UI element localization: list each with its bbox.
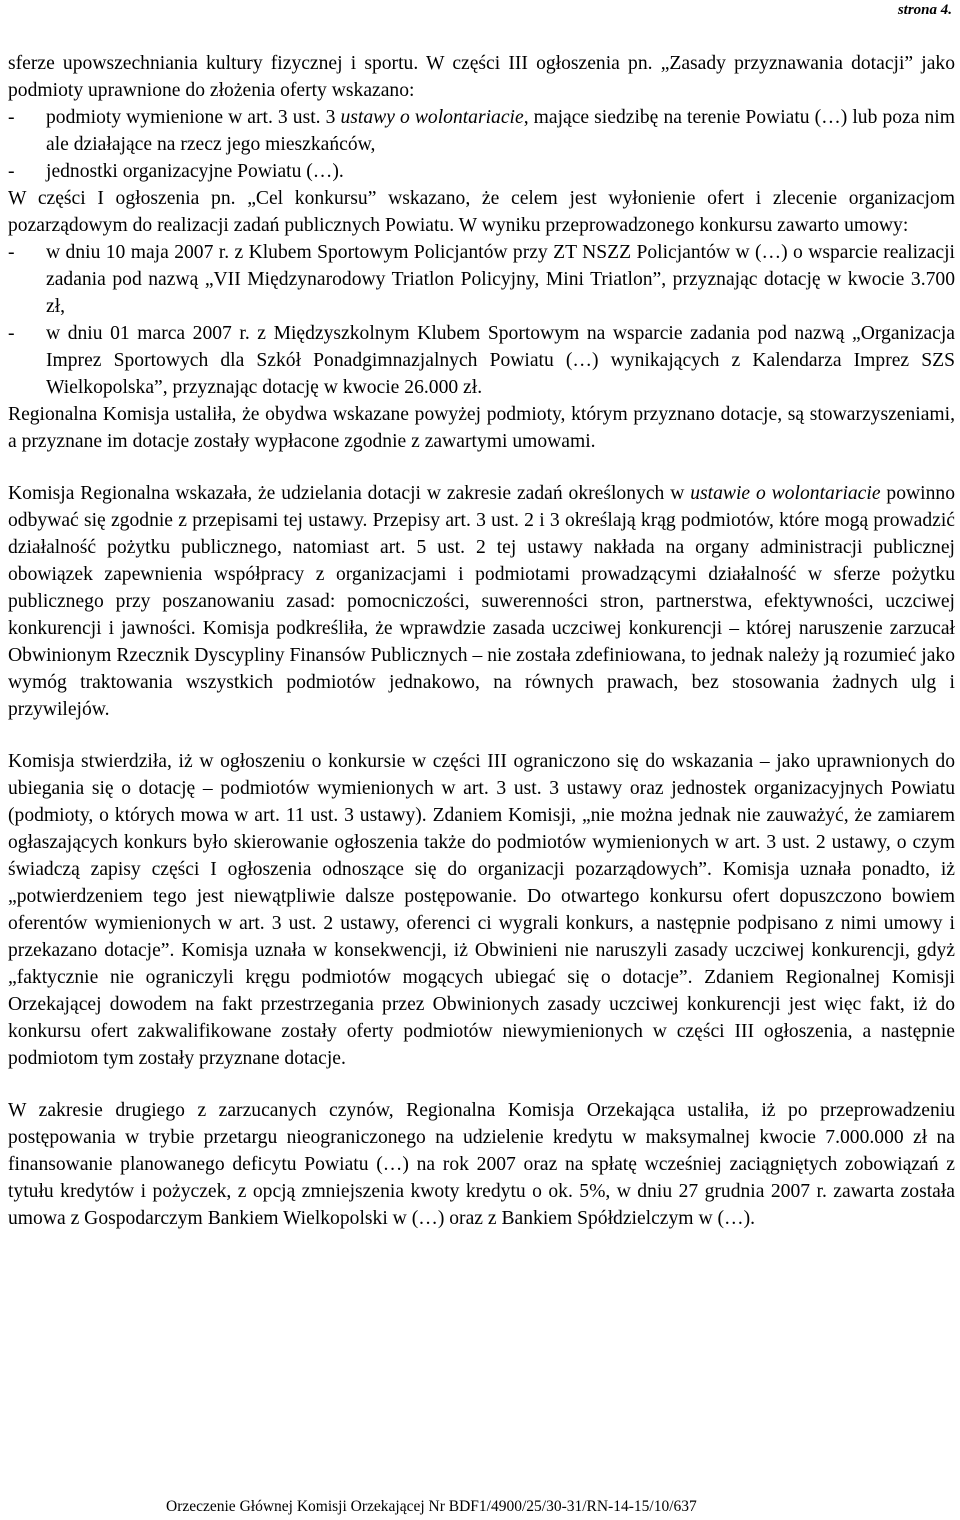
goal-paragraph: W części I ogłoszenia pn. „Cel konkursu” wskazano, że celem jest wyłonienie ofert i zlecenie organizacjom pozarządowym do realizacji zadań publicznych Powiatu. W wyniku przeprowadzonego konkursu zawarto umowy: <box>8 188 955 236</box>
finding-paragraph: Regionalna Komisja ustaliła, że obydwa wskazane powyżej podmioty, którym przyznano dotacje, są stowarzyszeniami, a przyznane im dotacje zostały wypłacone zgodnie z zawartymi umowami. <box>8 404 955 452</box>
list-dash: - <box>8 161 15 182</box>
list-dash: - <box>8 107 15 128</box>
law-reference: ustawie o wolontariacie <box>690 483 881 504</box>
list-item <box>8 158 955 185</box>
statement-paragraph: Komisja stwierdziła, iż w ogłoszeniu o konkursie w części III ograniczono się do wskazania – jako uprawnionych do ubiegania się o dotację – podmiotów wymienionych w art. 3 ust. 3 ustawy oraz jednostek organizacyjnych Powiatu (podmioty, o których mowa w art. 11 ust. 3 ustawy). Zdaniem Komisji, „nie można jednak nie zauważyć, że zamiarem ogłaszających konkurs było skierowanie ogłoszenia także do podmiotów wymienionych w art. 3 ust. 2 ustawy, o czym świadczą zapisy części I ogłoszenia odnoszące się do organizacji pozarządowych”. Komisja uznała ponadto, iż „potwierdzeniem tego jest niewątpliwie dalsze postępowanie. Do otwartego konkursu ofert dopuszczono bowiem oferentów wymienionych w art. 3 ust. 2 ustawy, oferenci ci wygrali konkurs, a następnie podpisano z nimi umowy i przekazano dotacje”. Komisja uznała w konsekwencji, iż Obwinieni nie naruszyli zasady uczciwej konkurencji, gdyż „faktycznie nie ograniczyli kręgu podmiotów mogących ubiegać się o dotacje”. Zdaniem Regionalnej Komisji Orzekającej dowodem na fakt przestrzegania przez Obwinionych zasady uczciwej konkurencji jest więc fakt, iż do konkursu ofert zakwalifikowane zostały oferty podmiotów niewymienionych w części III ogłoszenia, a następnie podmiotom tym zostały przyznane dotacje. <box>8 751 955 1069</box>
list-item-text: jednostki organizacyjne Powiatu (…). <box>46 161 344 182</box>
law-reference: ustawy o wolontariacie <box>340 107 524 128</box>
footer-reference: Orzeczenie Głównej Komisji Orzekającej Nr BDF1/4900/25/30-31/RN-14-15/10/637 <box>166 1498 697 1515</box>
list-item <box>8 320 955 401</box>
list-item <box>8 239 955 320</box>
page-number: strona 4. <box>897 2 952 18</box>
list-item-text: w dniu 01 marca 2007 r. z Międzyszkolnym Klubem Sportowym na wsparcie zadania pod nazwą „Organizacja Imprez Sportowych dla Szkół Ponadgimnazjalnych Powiatu (…) wynikających z Kalendarza Imprez SZS Wielkopolska”, przyznając dotację w kwocie 26.000 zł. <box>46 323 955 398</box>
list-item <box>8 104 955 158</box>
list-item-text: w dniu 10 maja 2007 r. z Klubem Sportowym Policjantów przy ZT NSZZ Policjantów w (…) o wsparcie realizacji zadania pod nazwą „VII Międzynarodowy Triatlon Policyjny, Mini Triatlon”, przyznając dotację w kwocie 3.700 zł, <box>46 242 955 317</box>
list-dash: - <box>8 323 15 344</box>
list-dash: - <box>8 242 15 263</box>
commission-paragraph: Komisja Regionalna wskazała, że udzielania dotacji w zakresie zadań określonych w ustawie o wolontariacie powinno odbywać się zgodnie z przepisami tej ustawy. Przepisy art. 3 ust. 2 i 3 określają krąg podmiotów, które mogą prowadzić działalność pożytku publicznego, natomiast art. 5 ust. 2 tej ustawy nakłada na organy administracji publicznej obowiązek zapewnienia współpracy z organizacjami i podmiotami prowadzącymi działalność w sferze pożytku publicznego przy poszanowaniu zasad: pomocniczości, suwerenności stron, partnerstwa, efektywności, uczciwej konkurencji i jawności. Komisja podkreśliła, że wprawdzie zasada uczciwej konkurencji – której naruszenie zarzucał Obwinionym Rzecznik Dyscypliny Finansów Publicznych – nie została zdefiniowana, to jednak należy ją rozumieć jako wymóg traktowania wszystkich podmiotów jednakowo, na równych prawach, bez stosowania żadnych ulg i przywilejów. <box>8 483 955 720</box>
intro-paragraph: sferze upowszechniania kultury fizycznej i sportu. W części III ogłoszenia pn. „Zasady przyznawania dotacji” jako podmioty uprawnione do złożenia oferty wskazano: <box>8 53 955 101</box>
list-item-text: podmioty wymienione w art. 3 ust. 3 ustawy o wolontariacie, mające siedzibę na terenie Powiatu (…) lub poza nim ale działające na rzecz jego mieszkańców, <box>46 107 955 155</box>
document-body <box>8 50 955 1232</box>
second-charge-paragraph: W zakresie drugiego z zarzucanych czynów, Regionalna Komisja Orzekająca ustaliła, iż po przeprowadzeniu postępowania w trybie przetargu nieograniczonego na udzielenie kredytu w maksymalnej kwocie 7.000.000 zł na finansowanie planowanego deficytu Powiatu (…) na rok 2007 oraz na spłatę wcześniej zaciągniętych zobowiązań z tytułu kredytów i pożyczek, z opcją zmniejszenia kwoty kredytu o ok. 5%, w dniu 27 grudnia 2007 r. zawarta została umowa z Gospodarczym Bankiem Wielkopolski w (…) oraz z Bankiem Spółdzielczym w (…). <box>8 1100 955 1229</box>
